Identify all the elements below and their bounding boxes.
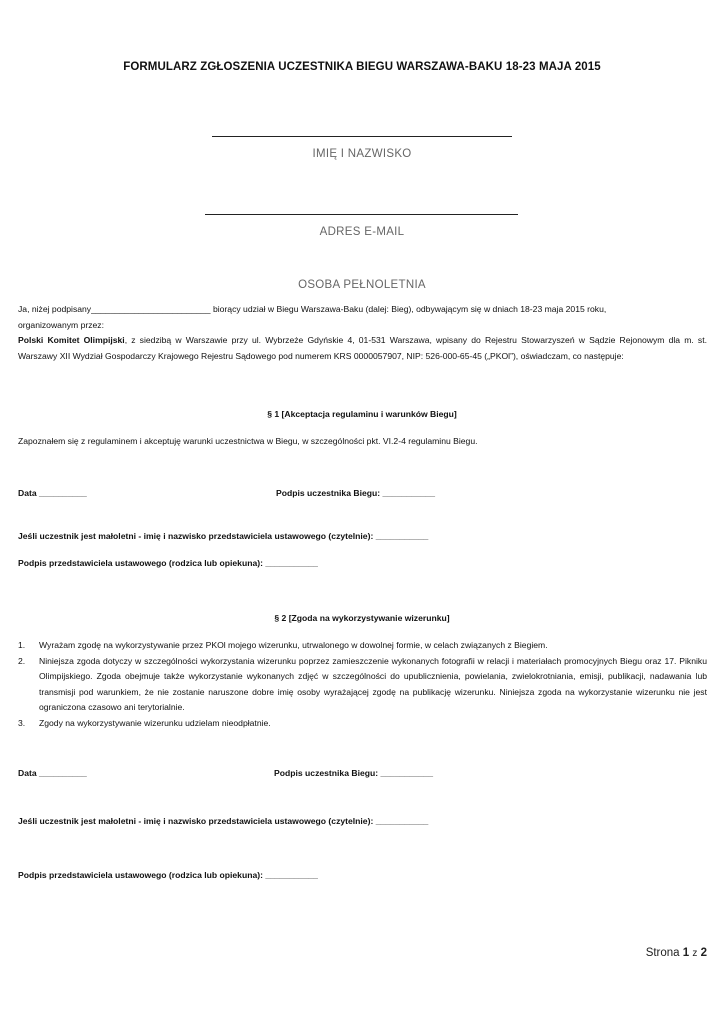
declaration-org <box>18 333 707 364</box>
page-number <box>646 947 707 959</box>
list-item <box>18 716 707 732</box>
page-separator: z <box>692 948 698 959</box>
section2-guardian-signature-field[interactable]: Podpis przedstawiciela ustawowego (rodzica lub opiekuna): ___________ <box>18 870 318 880</box>
current-page: 1 <box>682 947 690 959</box>
adult-heading: OSOBA PEŁNOLETNIA <box>298 279 426 291</box>
page-word: Strona <box>645 947 680 959</box>
list-item-text: Zgody na wykorzystywanie wizerunku udzielam nieodpłatnie. <box>39 717 271 728</box>
list-item <box>18 654 707 716</box>
list-item <box>18 638 707 654</box>
list-item-number: 3. <box>18 717 26 728</box>
email-field-label: ADRES E-MAIL <box>319 226 405 238</box>
org-name: Polski Komitet Olimpijski <box>18 335 125 345</box>
section2-list <box>18 638 707 731</box>
form-title: FORMULARZ ZGŁOSZENIA UCZESTNIKA BIEGU WARSZAWA-BAKU 18-23 MAJA 2015 <box>123 61 601 73</box>
email-field-line[interactable] <box>205 214 518 215</box>
section1-date-field[interactable]: Data __________ <box>18 488 87 498</box>
section1-guardian-signature-field[interactable]: Podpis przedstawiciela ustawowego (rodzica lub opiekuna): ___________ <box>18 558 318 568</box>
section2-heading: § 2 [Zgoda na wykorzystywanie wizerunku] <box>274 613 450 623</box>
name-field-line[interactable] <box>212 136 512 137</box>
declaration-line2: organizowanym przez: <box>18 319 104 330</box>
section2-signature-field[interactable]: Podpis uczestnika Biegu: ___________ <box>274 768 434 778</box>
list-item-number: 1. <box>18 640 26 650</box>
section1-heading: § 1 [Akceptacja regulaminu i warunków Biegu] <box>267 409 457 419</box>
name-field-label: IMIĘ I NAZWISKO <box>312 148 412 160</box>
list-item-text: Wyrażam zgodę na wykorzystywanie przez PKOl mojego wizerunku, utrwalonego w dowolnej formie, w celach związanych z Biegiem. <box>39 640 548 650</box>
list-item-number: 2. <box>18 655 26 666</box>
list-item-text: Niniejsza zgoda dotyczy w szczególności wykorzystania wizerunku poprzez zamieszczenie wykonanych fotografii w relacji i materiałach promocyjnych Biegu oraz 17. Pikniku Olimpijskiego. Zgoda obejmuje także wykorzystanie wykonanych zdjęć w szczególności do upublicznienia, powielania, zwielokrotniania, emisji, publikacji, nadawania lub transmisji pod warunkiem, że nie zostanie naruszone dobre imię osoby wyrażającej zgodę na publikację wizerunku. Niniejsza zgoda na wykorzystanie wizerunku nie jest ograniczona czasowo ani terytorialnie. <box>39 655 707 712</box>
section1-text: Zapoznałem się z regulaminem i akceptuję warunki uczestnictwa w Biegu, w szczególności pkt. VI.2-4 regulaminu Biegu. <box>18 436 478 446</box>
section2-date-field[interactable]: Data __________ <box>18 768 87 778</box>
section2-minor-field[interactable]: Jeśli uczestnik jest małoletni - imię i nazwisko przedstawiciela ustawowego (czytelnie): ___________ <box>18 816 429 826</box>
declaration-line1: Ja, niżej podpisany_________________________ biorący udział w Biegu Warszawa-Baku (dalej: Bieg), odbywającym się w dniach 18-23 maja 2015 roku, <box>18 304 607 314</box>
section1-minor-field[interactable]: Jeśli uczestnik jest małoletni - imię i nazwisko przedstawiciela ustawowego (czytelnie): ___________ <box>18 531 429 541</box>
declaration-block <box>18 302 707 364</box>
org-details: , z siedzibą w Warszawie przy ul. Wybrzeże Gdyńskie 4, 01-531 Warszawa, wpisany do Rejestru Stowarzyszeń w Sądzie Rejonowym dla m. st. Warszawy XII Wydział Gospodarczy Krajowego Rejestru Sądowego pod numerem KRS 0000057907, NIP: 526-000-65-45 („PKOl”), oświadczam, co następuje: <box>18 335 707 361</box>
section1-signature-field[interactable]: Podpis uczestnika Biegu: ___________ <box>276 488 436 498</box>
total-pages: 2 <box>700 947 707 959</box>
